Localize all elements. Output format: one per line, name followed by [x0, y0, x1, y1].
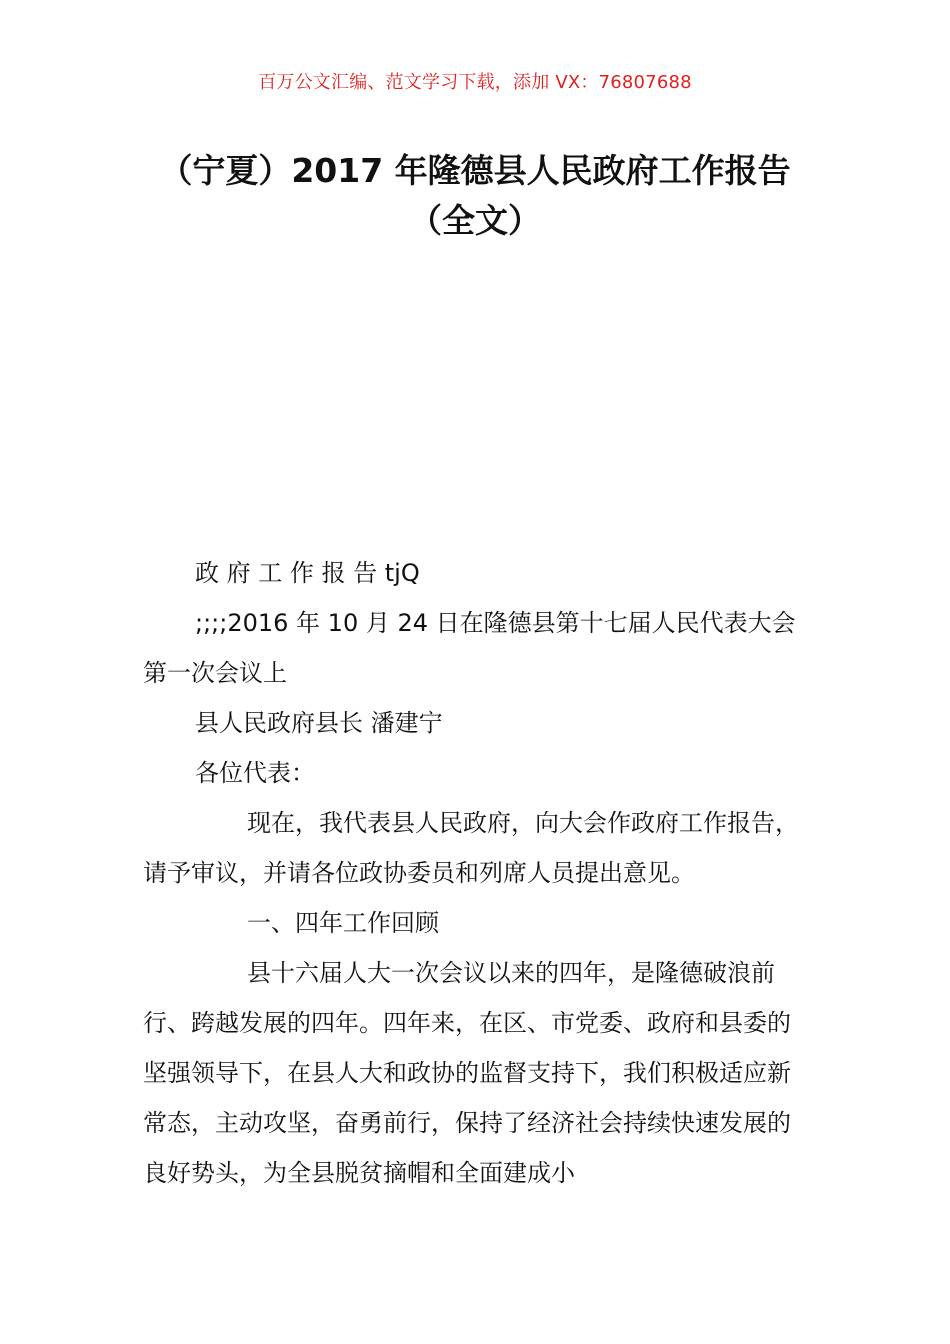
report-heading: 政 府 工 作 报 告 tjQ — [195, 559, 420, 587]
title-line-1: （宁夏）2017 年隆德县人民政府工作报告 — [159, 151, 791, 190]
header-banner: 百万公文汇编、范文学习下载，添加 VX：76807688 — [258, 72, 692, 93]
review-paragraph: 县十六届人大一次会议以来的四年，是隆德破浪前行、跨越发展的四年。四年来，在区、市党委、政府和县委的坚强领导下，在县人大和政协的监督支持下，我们积极适应新常态，主动攻坚，奋勇前行，保持了经济社会持续快速发展的良好势头，为全县脱贫摘帽和全面建成小 — [143, 959, 791, 1187]
salutation: 各位代表： — [195, 759, 315, 787]
speaker-line: 县人民政府县长 潘建宁 — [195, 709, 443, 737]
section-heading: 一、四年工作回顾 — [247, 909, 439, 937]
document-title — [120, 146, 830, 246]
meeting-date-line: ;;;;2016 年 10 月 24 日在隆德县第十七届人民代表大会第一次会议上 — [143, 609, 796, 687]
title-line-2: （全文） — [409, 201, 541, 240]
document-body — [143, 548, 807, 1198]
intro-paragraph: 现在，我代表县人民政府，向大会作政府工作报告，请予审议，并请各位政协委员和列席人员提出意见。 — [143, 809, 799, 887]
